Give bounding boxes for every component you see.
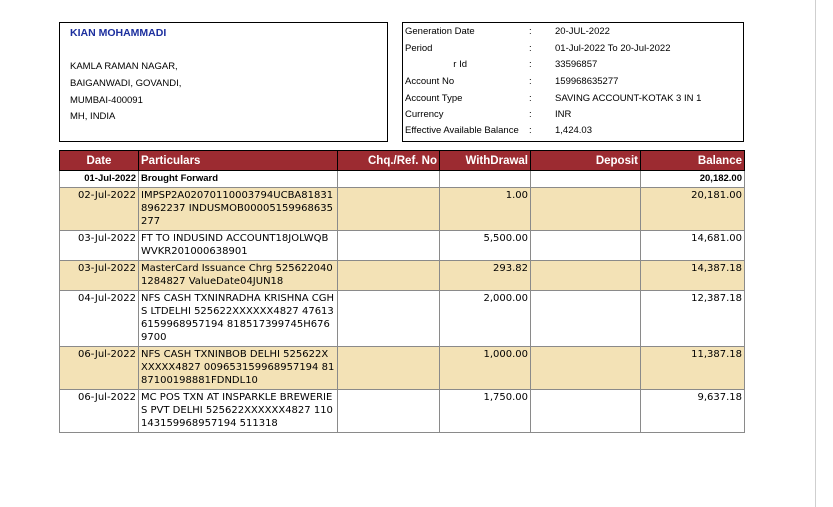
info-row-generation-date xyxy=(403,26,743,40)
info-colon: : xyxy=(529,76,532,87)
header-particulars: Particulars xyxy=(139,151,338,171)
cell-balance: 20,181.00 xyxy=(641,188,745,231)
cell-withdrawal: 5,500.00 xyxy=(440,231,531,261)
table-row xyxy=(60,390,745,433)
cell-balance: 14,387.18 xyxy=(641,261,745,291)
cell-deposit xyxy=(531,188,641,231)
info-colon: : xyxy=(529,26,532,37)
cell-particulars: NFS CASH TXNINRADHA KRISHNA CGHS LTDELHI 525622XXXXXX4827 476136159968957194 818517399745H6769700 xyxy=(139,291,338,347)
cell-particulars: MC POS TXN AT INSPARKLE BREWERIES PVT DELHI 525622XXXXXX4827 110143159968957194 511318 xyxy=(139,390,338,433)
info-row-r-id xyxy=(403,59,743,73)
address-line-3: MUMBAI-400091 xyxy=(70,95,143,106)
info-label: Currency xyxy=(405,109,444,120)
info-row-account-no xyxy=(403,76,743,90)
info-colon: : xyxy=(529,93,532,104)
cell-withdrawal: 2,000.00 xyxy=(440,291,531,347)
cell-balance: 14,681.00 xyxy=(641,231,745,261)
address-line-1: KAMLA RAMAN NAGAR, xyxy=(70,61,178,72)
cell-particulars: Brought Forward xyxy=(139,171,338,188)
cell-chq-ref xyxy=(338,188,440,231)
address-line-4: MH, INDIA xyxy=(70,111,116,122)
account-info-box xyxy=(402,22,744,142)
info-value: 33596857 xyxy=(555,59,598,70)
header-deposit: Deposit xyxy=(531,151,641,171)
cell-chq-ref xyxy=(338,231,440,261)
cell-chq-ref xyxy=(338,390,440,433)
info-row-period xyxy=(403,43,743,57)
cell-date: 03-Jul-2022 xyxy=(60,261,139,291)
info-value: SAVING ACCOUNT-KOTAK 3 IN 1 xyxy=(555,93,702,104)
cell-date: 02-Jul-2022 xyxy=(60,188,139,231)
cell-date: 04-Jul-2022 xyxy=(60,291,139,347)
cell-deposit xyxy=(531,390,641,433)
cell-withdrawal: 293.82 xyxy=(440,261,531,291)
info-row-account-type xyxy=(403,93,743,107)
cell-deposit xyxy=(531,231,641,261)
cell-chq-ref xyxy=(338,291,440,347)
cell-withdrawal xyxy=(440,171,531,188)
cell-balance: 20,182.00 xyxy=(641,171,745,188)
table-row xyxy=(60,231,745,261)
info-colon: : xyxy=(529,59,532,70)
scrollbar[interactable] xyxy=(815,0,833,507)
info-label: r Id xyxy=(453,59,467,70)
cell-withdrawal: 1,000.00 xyxy=(440,347,531,390)
cell-chq-ref xyxy=(338,261,440,291)
table-row xyxy=(60,188,745,231)
cell-balance: 9,637.18 xyxy=(641,390,745,433)
customer-details-box xyxy=(59,22,388,142)
info-label: Generation Date xyxy=(405,26,475,37)
cell-particulars: MasterCard Issuance Chrg 5256220401284827 ValueDate04JUN18 xyxy=(139,261,338,291)
info-value: 159968635277 xyxy=(555,76,619,87)
info-value: 01-Jul-2022 To 20-Jul-2022 xyxy=(555,43,671,54)
info-label: Account Type xyxy=(405,93,463,104)
info-value: INR xyxy=(555,109,572,120)
info-colon: : xyxy=(529,109,532,120)
cell-deposit xyxy=(531,291,641,347)
address-line-2: BAIGANWADI, GOVANDI, xyxy=(70,78,182,89)
cell-withdrawal: 1,750.00 xyxy=(440,390,531,433)
table-row xyxy=(60,291,745,347)
customer-name: KIAN MOHAMMADI xyxy=(70,27,167,39)
table-header-row xyxy=(60,151,745,171)
cell-particulars: IMPSP2A02070110003794UCBA818318962237 INDUSMOB00005159968635277 xyxy=(139,188,338,231)
cell-withdrawal: 1.00 xyxy=(440,188,531,231)
header-balance: Balance xyxy=(641,151,745,171)
cell-date: 06-Jul-2022 xyxy=(60,390,139,433)
cell-date: 01-Jul-2022 xyxy=(60,171,139,188)
transactions-table xyxy=(59,150,745,433)
cell-particulars: FT TO INDUSIND ACCOUNT18JOLWQBWVKR201000638901 xyxy=(139,231,338,261)
cell-deposit xyxy=(531,261,641,291)
info-value: 1,424.03 xyxy=(555,125,592,136)
header-withdrawal: WithDrawal xyxy=(440,151,531,171)
cell-deposit xyxy=(531,171,641,188)
info-value: 20-JUL-2022 xyxy=(555,26,610,37)
info-label: Period xyxy=(405,43,433,54)
cell-balance: 11,387.18 xyxy=(641,347,745,390)
table-row xyxy=(60,171,745,188)
cell-particulars: NFS CASH TXNINBOB DELHI 525622XXXXXX4827 009653159968957194 8187100198881FDNDL10 xyxy=(139,347,338,390)
info-label: Account No xyxy=(405,76,455,87)
info-colon: : xyxy=(529,43,532,54)
info-colon: : xyxy=(529,125,532,136)
cell-balance: 12,387.18 xyxy=(641,291,745,347)
cell-date: 06-Jul-2022 xyxy=(60,347,139,390)
info-label: Effective Available Balance xyxy=(405,125,519,136)
header-date: Date xyxy=(60,151,139,171)
header-chq-ref-no: Chq./Ref. No xyxy=(338,151,440,171)
cell-chq-ref xyxy=(338,347,440,390)
cell-date: 03-Jul-2022 xyxy=(60,231,139,261)
cell-chq-ref xyxy=(338,171,440,188)
cell-deposit xyxy=(531,347,641,390)
info-row-currency xyxy=(403,109,743,123)
table-row xyxy=(60,261,745,291)
table-row xyxy=(60,347,745,390)
info-row-effective-balance xyxy=(403,125,743,139)
